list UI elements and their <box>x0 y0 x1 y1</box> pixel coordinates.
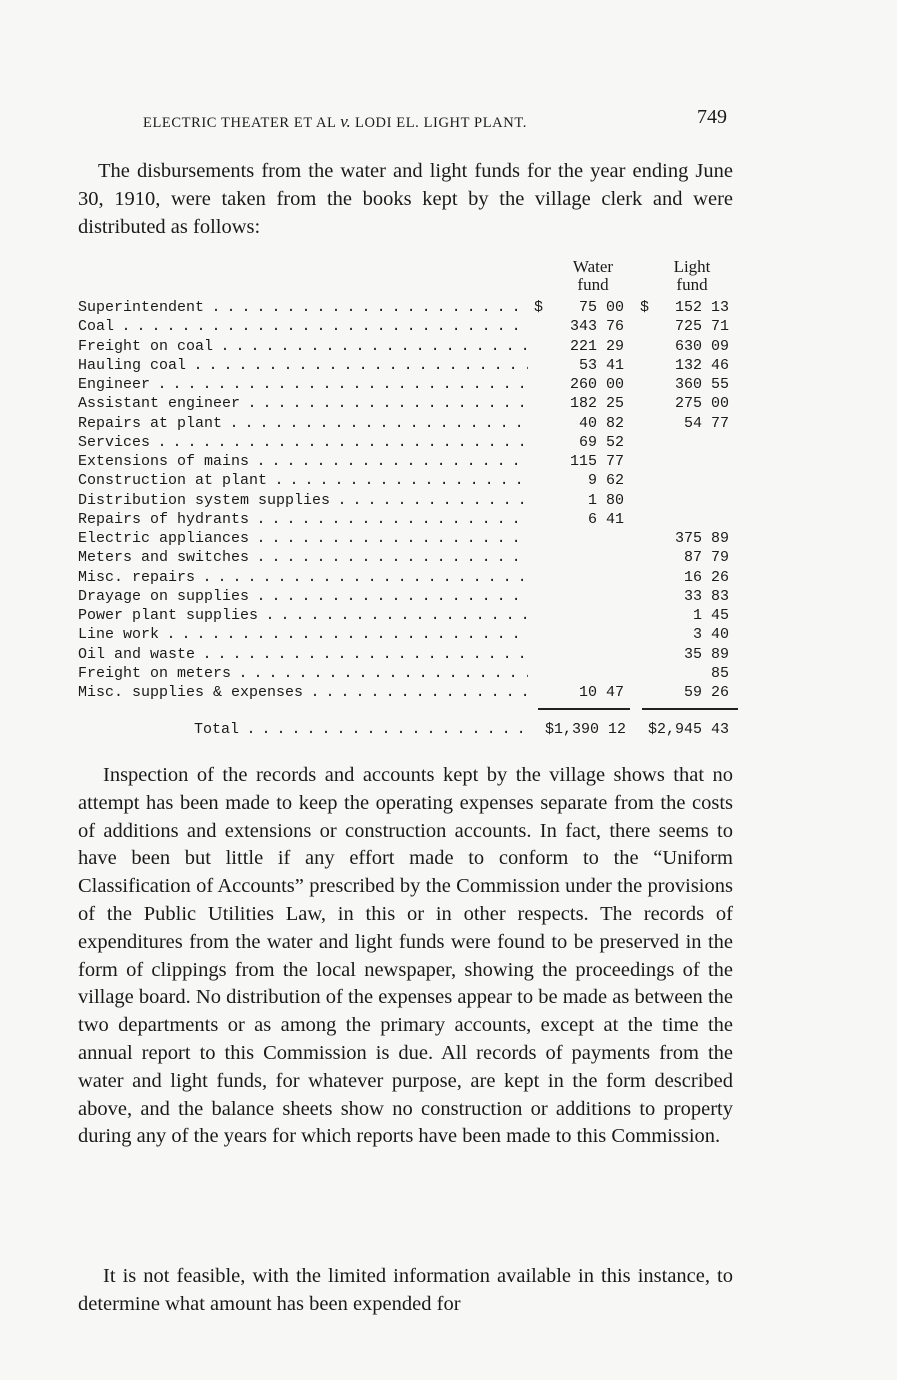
row-water-amount: 6 41 <box>587 510 624 528</box>
row-water-amount: 182 25 <box>569 395 624 413</box>
row-light-amount: 152 13 <box>674 299 729 316</box>
row-water-amount: 260 00 <box>569 376 624 393</box>
paragraph-feasibility: It is not feasible, with the limited information available in this instance, to determine what amount has been expended for <box>78 1265 733 1315</box>
table-row <box>78 625 738 644</box>
row-light-amount: 3 40 <box>692 626 729 644</box>
running-header <box>143 106 733 132</box>
row-water-amount: 75 00 <box>578 299 624 316</box>
column-header-water <box>558 258 628 294</box>
row-light-amount: 725 71 <box>674 318 729 336</box>
table-row <box>78 375 738 394</box>
table-row <box>78 452 738 471</box>
table-row <box>78 548 738 567</box>
row-label: Hauling coal . . . <box>78 356 528 375</box>
paragraph-intro: The disbursements from the water and light funds for the year ending June 30, 1910, were taken from the books kept by the village clerk and were distributed as follows: <box>78 160 733 238</box>
row-label: Engineer . . . <box>78 375 528 394</box>
column-header-water-line2: fund <box>577 275 609 294</box>
dollar-sign-water: $ <box>534 299 544 316</box>
row-label: Electric appliances . . . <box>78 529 528 548</box>
table-row <box>78 645 738 664</box>
column-header-light-line2: fund <box>676 275 708 294</box>
row-water-amount: 1 80 <box>587 491 624 509</box>
row-label: Coal . . . <box>78 317 528 336</box>
row-light-amount: 1 45 <box>692 607 729 624</box>
table-row <box>78 298 738 317</box>
table-row <box>78 529 738 548</box>
row-label: Freight on meters . . . <box>78 664 528 683</box>
row-light-amount: 132 46 <box>674 356 729 374</box>
table-row <box>78 394 738 413</box>
table-row <box>78 510 738 529</box>
column-header-water-line1: Water <box>572 257 614 276</box>
row-water-amount: 53 41 <box>578 356 624 374</box>
row-light-amount: 35 89 <box>683 645 729 663</box>
table-row <box>78 587 738 606</box>
row-label: Distribution system supplies . . . <box>78 491 528 510</box>
total-rule-light <box>642 708 738 710</box>
table-row <box>78 664 738 683</box>
table-row <box>78 491 738 510</box>
total-rule-water <box>538 708 630 710</box>
row-label: Extensions of mains . . . <box>78 452 528 471</box>
row-light-amount: 85 <box>710 664 729 682</box>
column-header-light-line1: Light <box>673 257 711 276</box>
row-light-amount: 33 83 <box>683 587 729 605</box>
row-water-amount: 115 77 <box>569 453 624 470</box>
table-row <box>78 568 738 587</box>
row-label: Assistant engineer . . . <box>78 394 528 413</box>
total-water: $1,390 12 <box>544 721 626 738</box>
table-row <box>78 356 738 375</box>
row-label: Repairs of hydrants . . . <box>78 510 528 529</box>
row-light-amount: 54 77 <box>683 414 729 432</box>
running-head-right: LODI EL. LIGHT PLANT. <box>354 115 527 131</box>
row-light-amount: 360 55 <box>674 376 729 393</box>
row-water-amount: 343 76 <box>569 318 624 336</box>
table-row <box>78 433 738 452</box>
table-row <box>78 683 738 702</box>
row-water-amount: 69 52 <box>578 433 624 451</box>
row-label: Misc. repairs . . . <box>78 568 528 587</box>
table-total-row <box>78 719 738 741</box>
table-row <box>78 414 738 433</box>
row-label: Power plant supplies . . . <box>78 606 528 625</box>
table-row <box>78 337 738 356</box>
row-label: Superintendent . . . <box>78 298 528 317</box>
paragraph-inspection: Inspection of the records and accounts kept by the village shows that no attempt has been made to keep the operating expenses separate from the costs of additions and extensions or construction accounts. In fact, there seems to have been but little if any effort made to conform to the “Uniform Classification of Accounts” prescribed by the Commission under the provisions of the Public Utilities Law, in this or in other respects. The records of expenditures from the water and light funds were found to be preserved in the form of clippings from the local newspaper, showing the proceedings of the village board. No distribution of the expenses appear to be made as between the two departments or as among the primary accounts, except at the time the annual report to this Commission is due. All records of payments from the water and light funds, for whatever purpose, are kept in the form described above, and the balance sheets show no construction or additions to property during any of the years for which reports have been made to this Commission. <box>78 764 733 1148</box>
row-label: Drayage on supplies . . . <box>78 587 528 606</box>
row-water-amount: 40 82 <box>578 414 624 432</box>
row-light-amount: 630 09 <box>674 337 729 355</box>
total-label: Total . . . <box>194 719 528 741</box>
row-label: Oil and waste . . . <box>78 645 528 664</box>
row-water-amount: 9 62 <box>587 472 624 490</box>
running-head <box>143 112 527 132</box>
row-light-amount: 87 79 <box>683 549 729 567</box>
row-water-amount: 10 47 <box>578 684 624 701</box>
row-label: Services . . . <box>78 433 528 452</box>
running-head-left: ELECTRIC THEATER ET AL <box>143 115 336 131</box>
table-row <box>78 471 738 490</box>
dollar-sign-light: $ <box>640 299 650 316</box>
row-label: Repairs at plant . . . <box>78 414 528 433</box>
row-light-amount: 275 00 <box>674 395 729 413</box>
row-light-amount: 375 89 <box>674 530 729 547</box>
row-label: Misc. supplies & expenses . . . <box>78 683 528 702</box>
row-label: Construction at plant . . . <box>78 471 528 490</box>
total-light: $2,945 43 <box>647 721 729 738</box>
row-label: Meters and switches . . . <box>78 548 528 567</box>
table-body <box>78 298 738 702</box>
running-head-versus: v. <box>340 112 351 131</box>
table-row <box>78 317 738 336</box>
row-light-amount: 16 26 <box>683 568 729 586</box>
row-label: Freight on coal . . . <box>78 337 528 356</box>
row-light-amount: 59 26 <box>683 684 729 701</box>
column-header-light <box>656 258 728 294</box>
row-water-amount: 221 29 <box>569 337 624 355</box>
row-label: Line work . . . <box>78 625 528 644</box>
page-number: 749 <box>697 106 727 128</box>
table-row <box>78 606 738 625</box>
